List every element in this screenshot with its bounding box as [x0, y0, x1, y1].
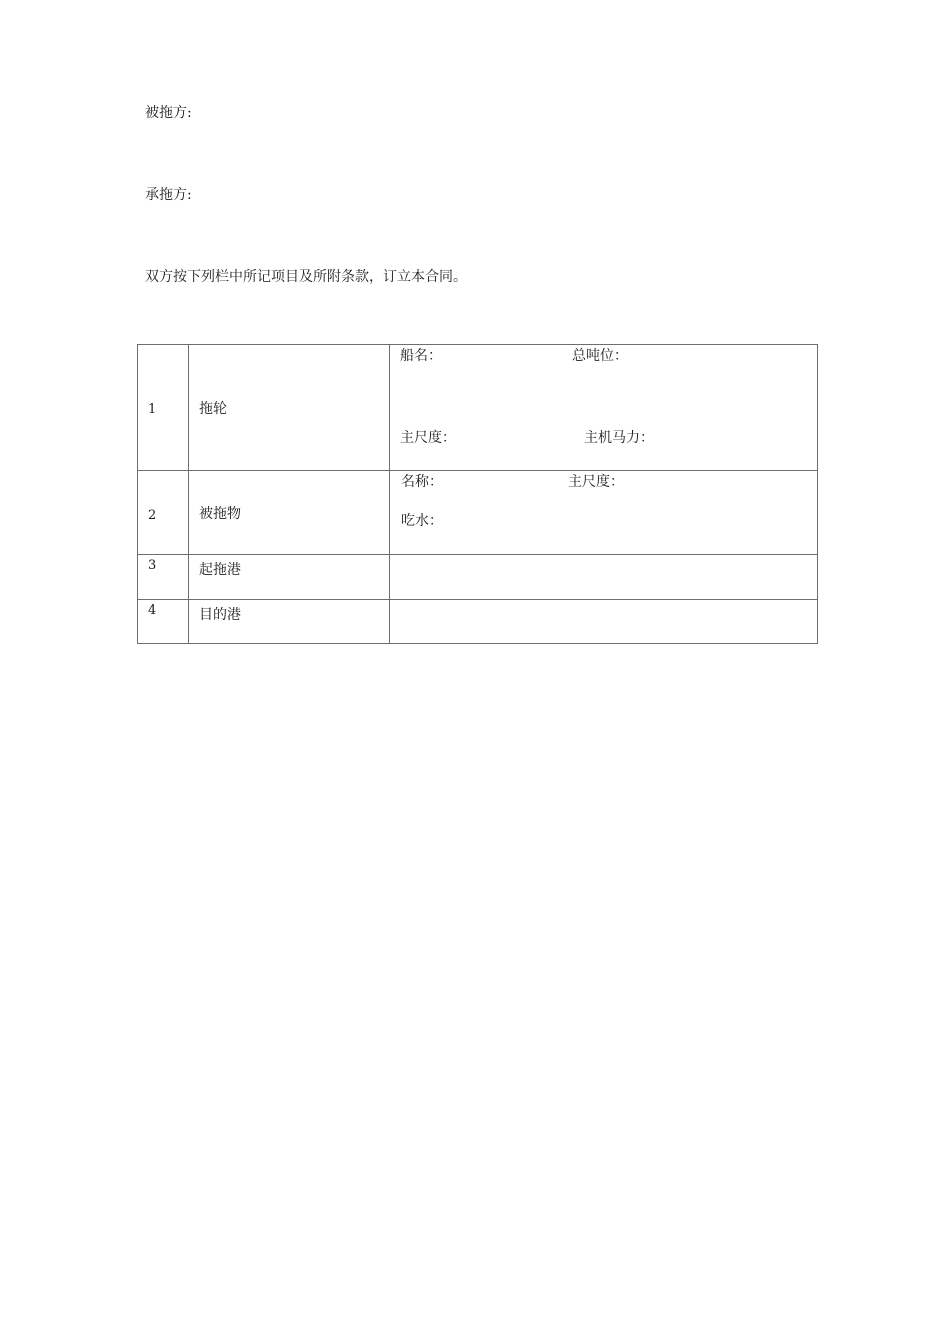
field-main-dimensions: 主尺度： [568, 474, 624, 490]
row-number: 4 [148, 603, 157, 618]
item-name: 拖轮 [199, 401, 227, 417]
field-gross-tonnage: 总吨位： [572, 348, 628, 364]
towage-items-table [137, 344, 818, 644]
item-name: 目的港 [199, 607, 241, 623]
field-name: 名称： [401, 474, 443, 490]
field-engine-power: 主机马力： [584, 430, 654, 446]
tug-party-label: 承拖方: [145, 187, 192, 203]
field-draft: 吃水： [401, 513, 443, 529]
item-name: 被拖物 [199, 506, 241, 522]
row-divider [138, 470, 817, 471]
row-divider [138, 599, 817, 600]
contract-intro: 双方按下列栏中所记项目及所附条款，订立本合同。 [145, 269, 467, 285]
item-name: 起拖港 [199, 562, 241, 578]
field-main-dimensions: 主尺度： [400, 430, 456, 446]
row-divider [138, 554, 817, 555]
row-number: 2 [148, 508, 157, 523]
row-number: 3 [148, 558, 157, 573]
towed-party-label: 被拖方: [145, 105, 192, 121]
row-number: 1 [148, 402, 157, 417]
field-ship-name: 船名： [400, 348, 442, 364]
